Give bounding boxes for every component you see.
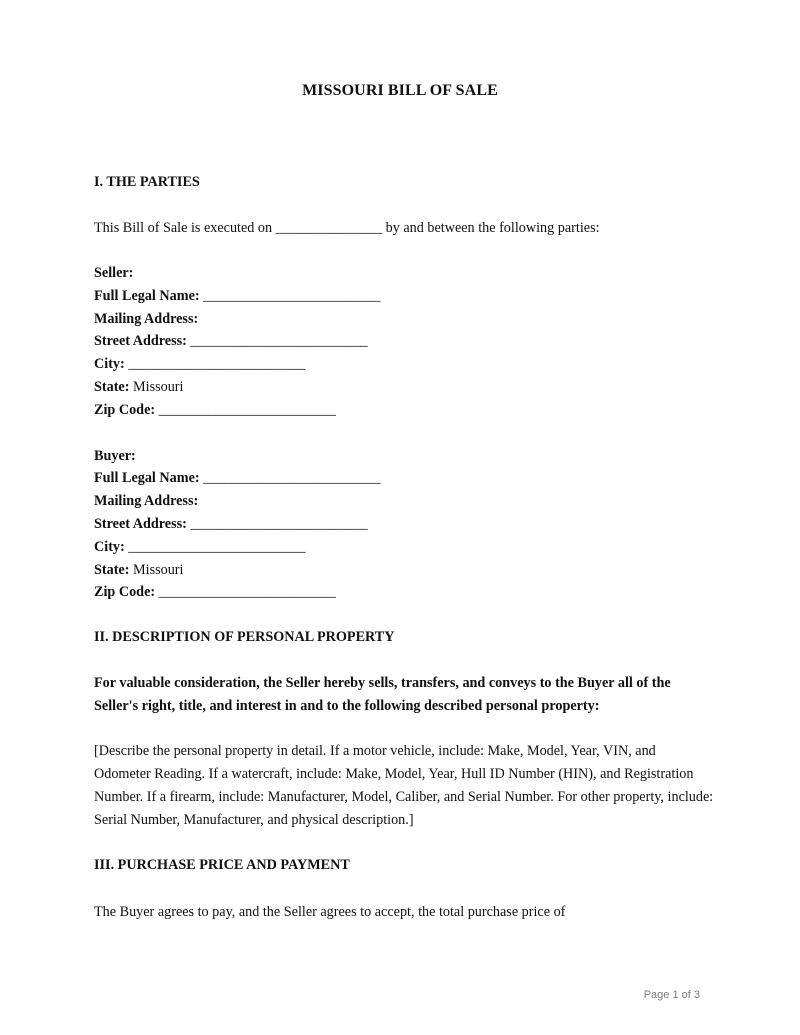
section-heading-parties: I. THE PARTIES	[94, 174, 200, 190]
seller-city-blank: _________________________	[128, 356, 306, 372]
execution-intro-prefix: This Bill of Sale is executed on	[94, 220, 273, 236]
buyer-zip-blank: _________________________	[158, 584, 336, 600]
buyer-zip-row	[94, 582, 336, 602]
seller-city-row	[94, 354, 306, 374]
buyer-state-row	[94, 560, 183, 580]
buyer-street-row	[94, 514, 368, 534]
seller-heading: Seller:	[94, 265, 134, 281]
buyer-full-name-label: Full Legal Name:	[94, 470, 200, 486]
buyer-city-row	[94, 537, 306, 557]
seller-zip-blank: _________________________	[158, 402, 336, 418]
buyer-city-label: City:	[94, 539, 125, 555]
section-heading-price: III. PURCHASE PRICE AND PAYMENT	[94, 857, 350, 873]
buyer-state-value: Missouri	[133, 562, 184, 578]
execution-date-blank: _______________	[275, 220, 383, 236]
seller-state-value: Missouri	[133, 379, 184, 395]
page-number: Page 1 of 3	[643, 989, 700, 1001]
seller-mailing-label: Mailing Address:	[94, 311, 199, 327]
buyer-city-blank: _________________________	[128, 539, 306, 555]
property-description-paragraph: [Describe the personal property in detail. If a motor vehicle, include: Make, Model, Year, VIN, and Odometer Reading. If a watercraft, include: Make, Model, Year, Hull ID Number (HIN), and Registration Number. If a firearm, include: Manufacturer, Model, Caliber, and Serial Number. For other property, include: Serial Number, Manufacturer, and physical description.]	[94, 743, 714, 828]
purchase-price-text: The Buyer agrees to pay, and the Seller agrees to accept, the total purchase price of	[94, 904, 566, 920]
buyer-zip-label: Zip Code:	[94, 584, 156, 600]
execution-date-line	[94, 218, 600, 238]
seller-zip-label: Zip Code:	[94, 402, 156, 418]
seller-full-name-row	[94, 286, 381, 306]
buyer-street-label: Street Address:	[94, 516, 187, 532]
seller-full-name-blank: _________________________	[203, 288, 381, 304]
buyer-mailing-label: Mailing Address:	[94, 493, 199, 509]
seller-street-label: Street Address:	[94, 333, 187, 349]
buyer-heading: Buyer:	[94, 448, 136, 464]
seller-street-row	[94, 331, 368, 351]
consideration-paragraph: For valuable consideration, the Seller hereby sells, transfers, and conveys to the Buyer all of the Seller's right, title, and interest in and to the following described personal property:	[94, 675, 671, 714]
seller-zip-row	[94, 400, 336, 420]
section-heading-property: II. DESCRIPTION OF PERSONAL PROPERTY	[94, 629, 395, 645]
buyer-street-blank: _________________________	[190, 516, 368, 532]
execution-intro-suffix: by and between the following parties:	[385, 220, 600, 236]
seller-city-label: City:	[94, 356, 125, 372]
buyer-state-label: State:	[94, 562, 130, 578]
document-title: MISSOURI BILL OF SALE	[302, 82, 498, 99]
seller-full-name-label: Full Legal Name:	[94, 288, 200, 304]
seller-state-label: State:	[94, 379, 130, 395]
buyer-full-name-row	[94, 468, 381, 488]
seller-street-blank: _________________________	[190, 333, 368, 349]
buyer-full-name-blank: _________________________	[203, 470, 381, 486]
seller-state-row	[94, 377, 183, 397]
